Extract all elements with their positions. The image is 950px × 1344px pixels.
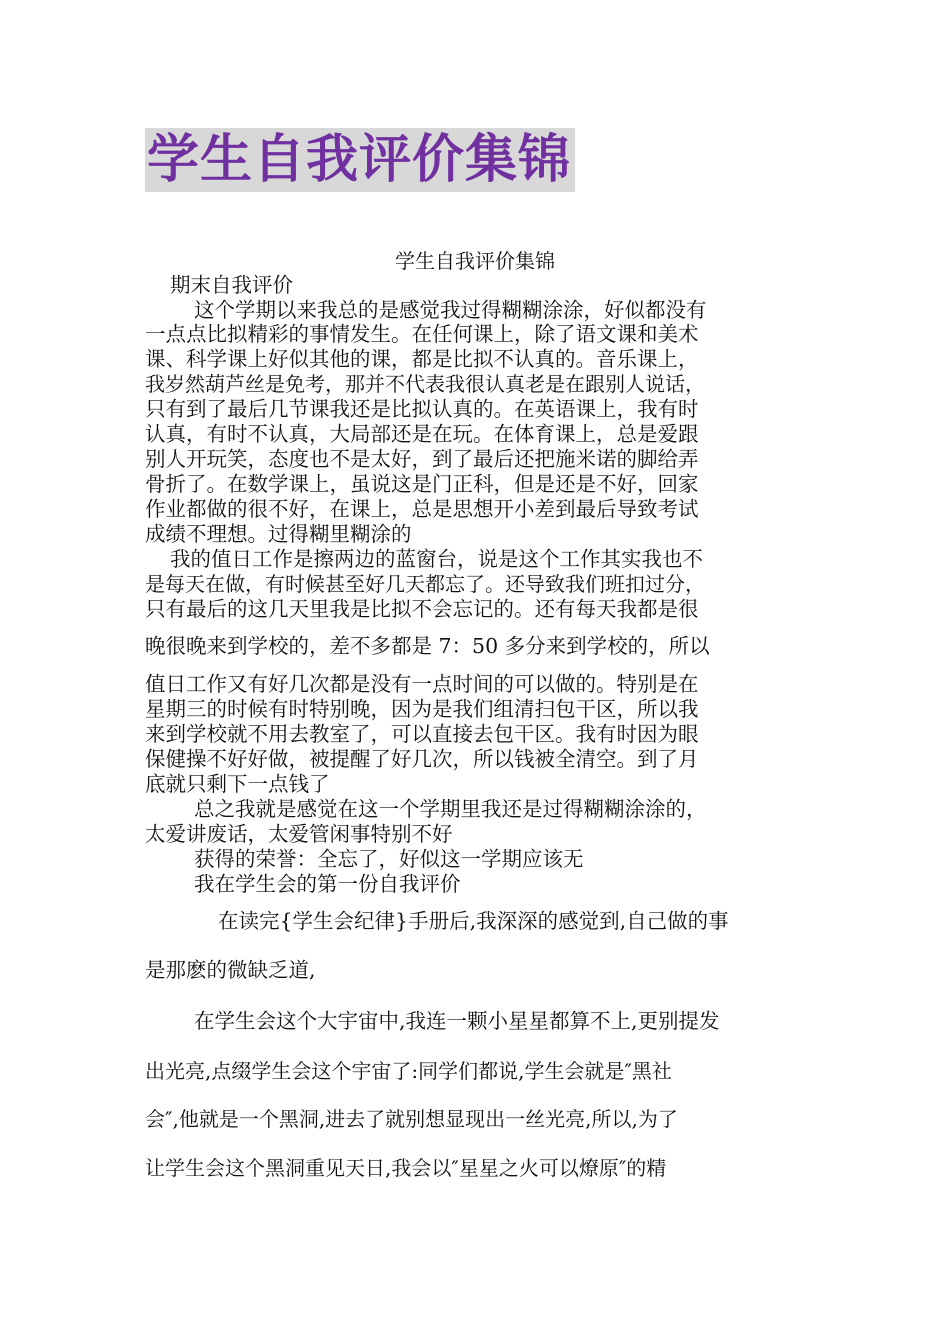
text-line: 我的值日工作是擦两边的蓝窗台，说是这个工作其实我也不 xyxy=(170,547,703,571)
text-line: 只有到了最后几节课我还是比拟认真的。在英语课上，我有时 xyxy=(145,397,699,421)
document-title: 学生自我评价集锦 xyxy=(145,128,575,192)
text-line: 晚很晚来到学校的，差不多都是 7：50 多分来到学校的，所以 xyxy=(145,634,710,658)
text-line: 星期三的时候有时特别晚，因为是我们组清扫包干区，所以我 xyxy=(145,697,699,721)
text-line: 课、科学课上好似其他的课，都是比拟不认真的。音乐课上， xyxy=(145,347,699,371)
text-line: 期末自我评价 xyxy=(170,273,293,297)
text-line: 是每天在做，有时候甚至好几天都忘了。还导致我们班扣过分， xyxy=(145,572,705,596)
text-line: 总之我就是感觉在这一个学期里我还是过得糊糊涂涂的， xyxy=(194,797,707,821)
text-line: 作业都做的很不好，在课上，总是思想开小差到最后导致考试 xyxy=(145,497,699,521)
text-line: 出光亮,点缀学生会这个宇宙了:同学们都说,学生会就是″黑社 xyxy=(145,1059,672,1083)
text-line: 别人开玩笑，态度也不是太好，到了最后还把施米诺的脚给弄 xyxy=(145,447,699,471)
text-line: 这个学期以来我总的是感觉我过得糊糊涂涂，好似都没有 xyxy=(194,298,707,322)
text-line: 骨折了。在数学课上，虽说这是门正科，但是还是不好，回家 xyxy=(145,472,699,496)
text-line: 成绩不理想。过得糊里糊涂的 xyxy=(145,522,412,546)
text-line: 太爱讲废话，太爱管闲事特别不好 xyxy=(145,822,453,846)
text-line: 一点点比拟精彩的事情发生。在任何课上，除了语文课和美术 xyxy=(145,322,699,346)
text-line: 底就只剩下一点钱了 xyxy=(145,772,330,796)
text-line: 会″,他就是一个黑洞,进去了就别想显现出一丝光亮,所以,为了 xyxy=(145,1107,678,1131)
document-subtitle: 学生自我评价集锦 xyxy=(395,249,555,273)
text-line: 只有最后的这几天里我是比拟不会忘记的。还有每天我都是很 xyxy=(145,597,699,621)
text-line: 是那麽的微缺乏道, xyxy=(145,958,316,982)
text-line: 让学生会这个黑洞重见天日,我会以″星星之火可以燎原″的精 xyxy=(145,1156,667,1180)
text-line: 我岁然葫芦丝是免考，那并不代表我很认真老是在跟别人说话， xyxy=(145,372,705,396)
text-line: 在读完{学生会纪律}手册后,我深深的感觉到,自己做的事 xyxy=(218,909,729,933)
text-line: 来到学校就不用去教室了，可以直接去包干区。我有时因为眼 xyxy=(145,722,699,746)
text-line: 在学生会这个大宇宙中,我连一颗小星星都算不上,更别提发 xyxy=(194,1009,720,1033)
text-line: 值日工作又有好几次都是没有一点时间的可以做的。特别是在 xyxy=(145,672,699,696)
text-line: 获得的荣誉：全忘了，好似这一学期应该无 xyxy=(194,847,584,871)
text-line: 认真，有时不认真，大局部还是在玩。在体育课上，总是爱跟 xyxy=(145,422,699,446)
text-line: 我在学生会的第一份自我评价 xyxy=(194,872,461,896)
text-line: 保健操不好好做，被提醒了好几次，所以钱被全清空。到了月 xyxy=(145,747,699,771)
